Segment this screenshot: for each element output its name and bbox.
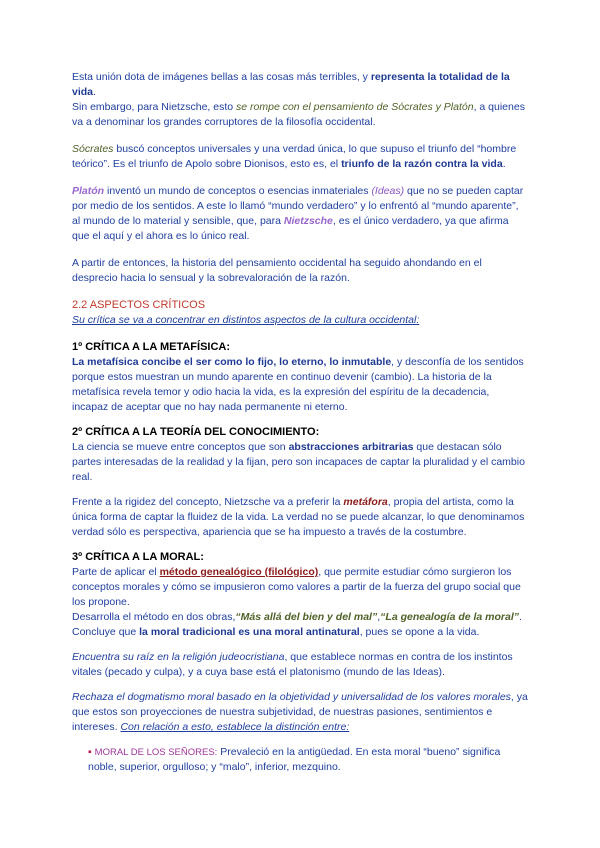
paragraph-obras [72,610,528,625]
paragraph-totality [72,70,528,100]
text-run: , pues se opone a la vida. [359,626,480,638]
text-run: Desarrolla el método en dos obras, [72,611,236,623]
text-run: Esta unión dota de imágenes bellas a las cosas más terribles, y [72,71,371,83]
emphasis-text: Encuentra su raíz en la religión judeocristiana [72,651,285,663]
metafora-term: metáfora [343,496,388,508]
emphasis-text: representa la totalidad de la vida [72,71,510,98]
text-run: , propia del artista, como la única forma de captar la fluidez de la vida. La verdad no se puede alcanzar, lo que denominamos verdad sólo es perspectiva, apariencia que se ha impuesto a través de la costumbre. [72,496,525,538]
text-run: Prevaleció en la antigüedad. En esta moral “bueno” significa noble, superior, orgulloso; y “malo”, inferior, mezquino. [88,746,501,773]
text-run: buscó conceptos universales y una verdad única, lo que supuso el triunfo del “hombre teórico”. Es el triunfo de Apolo sobre Dionisos, esto es, el [72,143,517,170]
text-run: . [93,86,96,98]
paragraph-nietzsche-break [72,100,528,130]
heading-metafisica: 1º CRÍTICA A LA METAFÍSICA: [72,341,231,353]
section-subtitle: Su crítica se va a concentrar en distintos aspectos de la cultura occidental: [72,314,420,326]
paragraph-raiz [72,650,528,680]
text-run: que no se pueden captar por medio de los sentidos. A este lo llamó “mundo verdadero” y lo enfrentó al “mundo aparente”, al mundo de lo material y sensible, que, para [72,185,524,227]
text-run: , es el único verdadero, ya que afirma que el aquí y el ahora es lo único real. [72,215,509,242]
bullet-icon: ▪ [88,746,92,758]
text-run: Parte de aplicar el [72,566,160,578]
emphasis-text: la moral tradicional es una moral antinatural [139,626,360,638]
text-run: Sin embargo, para Nietzsche, esto [72,101,237,113]
text-run: Concluye que [72,626,140,638]
text-run: , ya que estos son proyecciones de nuestra subjetividad, de nuestras pasiones, sentimientos e intereses. [72,691,528,733]
book-title: “La genealogía de la moral” [380,611,520,623]
paragraph-socrates [72,142,528,172]
text-run: , que establece normas en contra de los instintos vitales (pecado y culpa), y a cuya base está el platonismo (mundo de las Ideas). [72,651,513,678]
emphasis-text: triunfo de la razón contra la vida [341,158,503,170]
text-run: . [502,158,506,170]
book-title: “Más allá del bien y del mal” [235,611,378,623]
text-run: , [377,611,381,623]
nietzsche-name: Nietzsche [283,215,333,227]
platon-name: Platón [72,185,105,197]
emphasis-text: Rechaza el dogmatismo moral basado en la objetividad y universalidad de los valores morales [72,691,511,703]
paragraph-dogmatismo [72,690,528,735]
emphasis-text: abstracciones arbitrarias [288,441,414,453]
text-run: , y desconfía de los sentidos porque estos muestran un mundo aparente en continuo devenir (cambio). La historia de la metafísica revela temor y odio hacia la vida, es la expresión del espíritu de la decadencia, incapaz de aceptar que no hay nada permanente ni eterno. [72,356,524,413]
section-title: 2.2 ASPECTOS CRÍTICOS [72,299,206,311]
socrates-name: Sócrates [72,143,114,155]
paragraph-concluye [72,625,528,640]
emphasis-text: se rompe con el pensamiento de Sócrates y Platón [236,101,474,113]
heading-conocimiento: 2º CRÍTICA A LA TEORÍA DEL CONOCIMIENTO: [72,426,320,438]
text-run: , a quienes va a denominar los grandes corruptores de la filosofía occidental. [72,101,525,128]
distinction-intro: Con relación a esto, establece la distinción entre: [120,721,350,733]
paragraph-ciencia [72,440,528,485]
text-run: Frente a la rigidez del concepto, Nietzsche va a preferir la [72,496,344,508]
text-run: inventó un mundo de conceptos o esencias inmateriales [104,185,372,197]
paragraph-platon [72,184,528,244]
ideas-term: (Ideas) [371,185,405,197]
heading-moral: 3º CRÍTICA A LA MORAL: [72,551,204,563]
emphasis-text: La metafísica concibe el ser como lo fijo, lo eterno, lo inmutable [72,356,392,368]
paragraph-metafora [72,495,528,540]
paragraph-metafisica [72,355,528,415]
term-label: MORAL DE LOS SEÑORES: [94,747,218,758]
document-body [72,70,528,775]
metodo-term: método genealógico (filológico) [159,566,319,578]
text-run: que destacan sólo partes interesadas de la realidad y la fijan, pero son incapaces de captar la pluralidad y el cambio real. [72,441,525,483]
list-item-moral-senores [72,745,528,775]
text-run: . [519,611,522,623]
text-run: , que permite estudiar cómo surgieron los conceptos morales y cómo se impusieron como valores a partir de la fuerza del grupo social que los propone. [72,566,521,608]
paragraph-history: A partir de entonces, la historia del pensamiento occidental ha seguido ahondando en el desprecio hacia lo sensual y la sobrevaloración de la razón. [72,257,482,284]
paragraph-metodo [72,565,528,610]
text-run: La ciencia se mueve entre conceptos que son [72,441,289,453]
